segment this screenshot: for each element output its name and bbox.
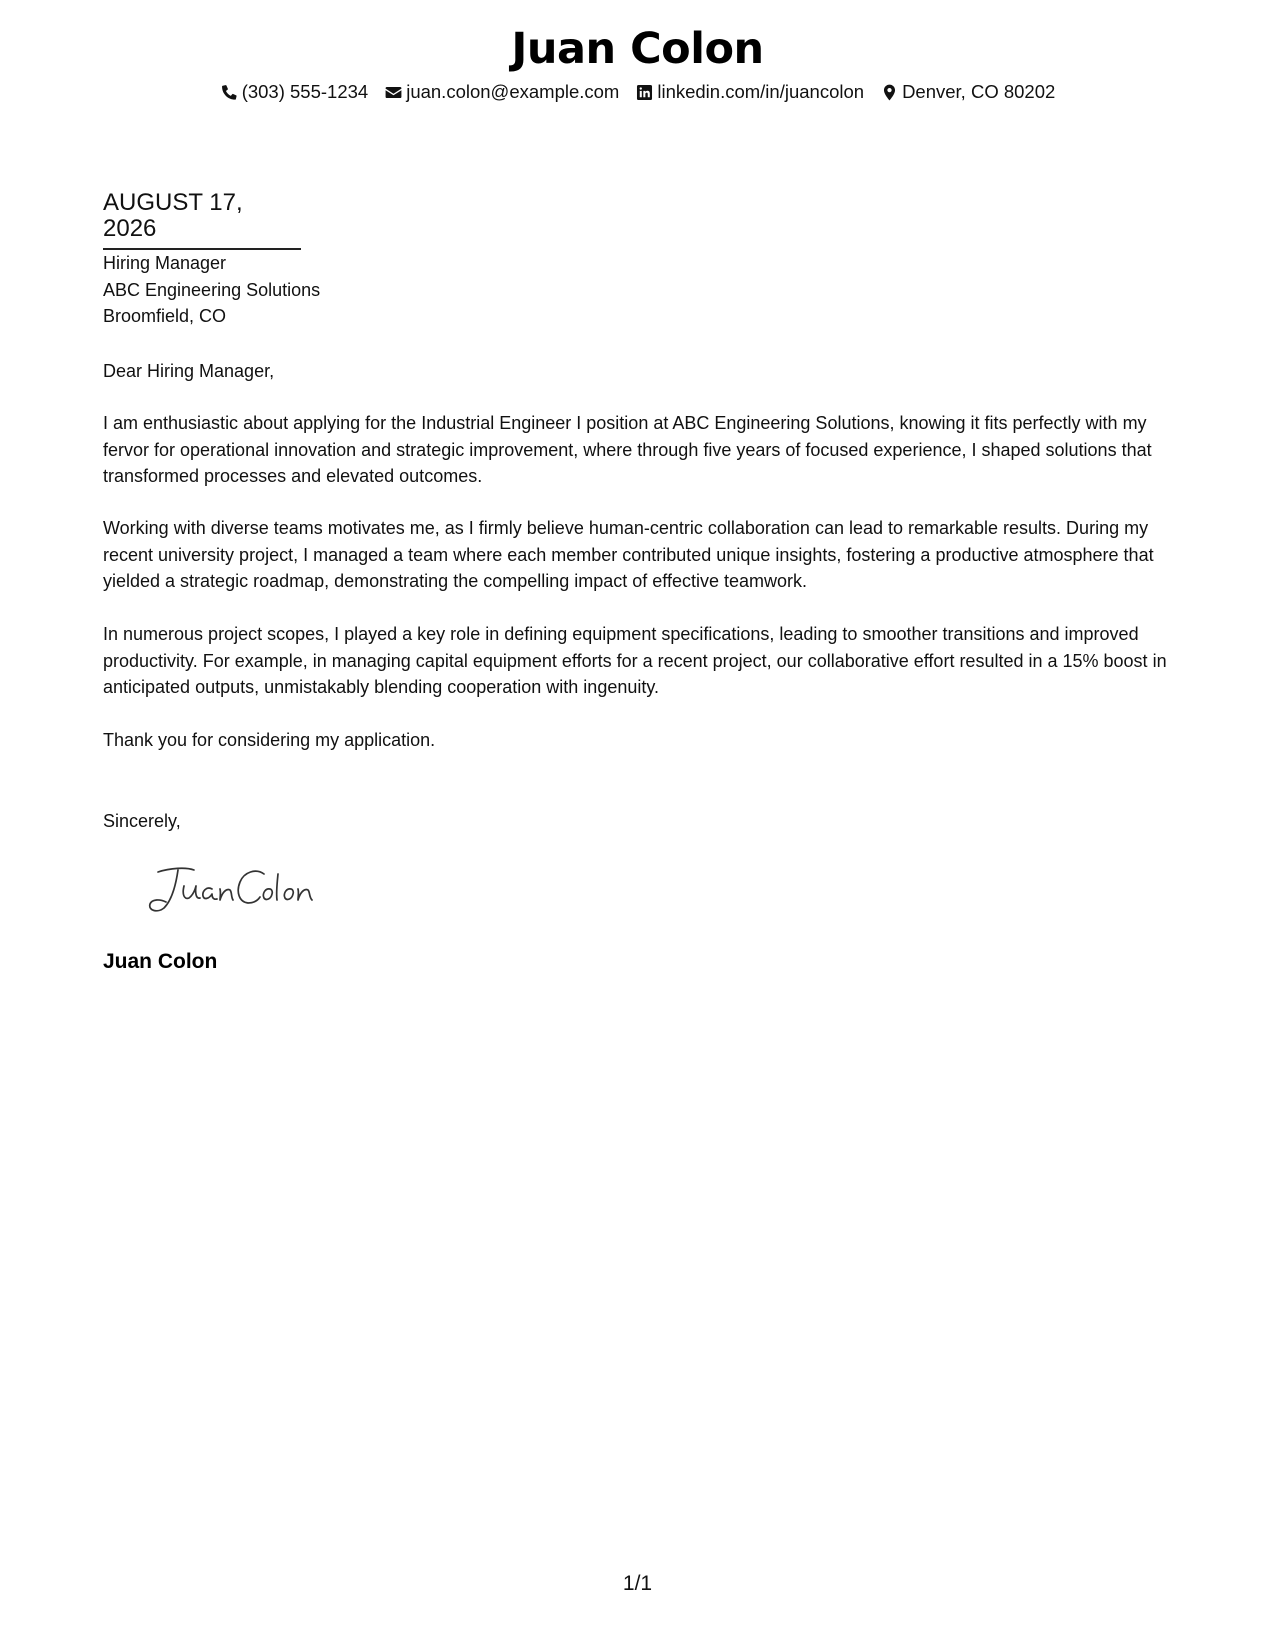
contact-phone (220, 80, 369, 104)
recipient-block (103, 250, 1178, 330)
signed-name: Juan Colon (103, 950, 218, 973)
applicant-name-heading: Juan Colon (511, 24, 764, 74)
body-paragraph-2: Working with diverse teams motivates me, as I firmly believe human-centric collaboration can lead to remarkable results. During my recent university project, I managed a team where each member contributed unique insights, fostering a productive atmosphere that yielded a strategic roadmap, demonstrating the compelling impact of effective teamwork. (103, 518, 1154, 591)
page-number: 1/1 (622, 1572, 653, 1595)
contact-linkedin (635, 80, 864, 104)
contact-email (384, 80, 619, 104)
linkedin-icon (635, 83, 654, 102)
salutation: Dear Hiring Manager, (103, 361, 275, 381)
recipient-title: Hiring Manager (103, 253, 227, 273)
body-paragraph-1: I am enthusiastic about applying for the Industrial Engineer I position at ABC Engineering Solutions, knowing it fits perfectly with my fervor for operational innovation and strategic improvement, where through five years of focused experience, I shaped solutions that transformed processes and elevated outcomes. (103, 413, 1152, 486)
recipient-location: Broomfield, CO (103, 306, 227, 326)
closing-line: Sincerely, (103, 811, 181, 831)
envelope-icon (384, 83, 403, 102)
phone-text: (303) 555-1234 (241, 81, 369, 102)
phone-icon (220, 83, 239, 102)
thanks-line: Thank you for considering my application. (103, 730, 436, 750)
letter-date: AUGUST 17, 2026 (103, 190, 301, 250)
contact-location (880, 80, 1055, 104)
map-pin-icon (880, 83, 899, 102)
linkedin-text: linkedin.com/in/juancolon (657, 81, 865, 102)
contact-info-row (0, 80, 1275, 104)
body-paragraph-3: In numerous project scopes, I played a key role in defining equipment specifications, leading to smoother transitions and improved productivity. For example, in managing capital equipment efforts for a recent project, our collaborative effort resulted in a 15% boost in anticipated outputs, unmistakably blending cooperation with ingenuity. (103, 624, 1167, 697)
email-text: juan.colon@example.com (406, 81, 620, 102)
location-text: Denver, CO 80202 (902, 81, 1056, 102)
handwritten-signature (140, 862, 330, 916)
recipient-company: ABC Engineering Solutions (103, 279, 321, 300)
